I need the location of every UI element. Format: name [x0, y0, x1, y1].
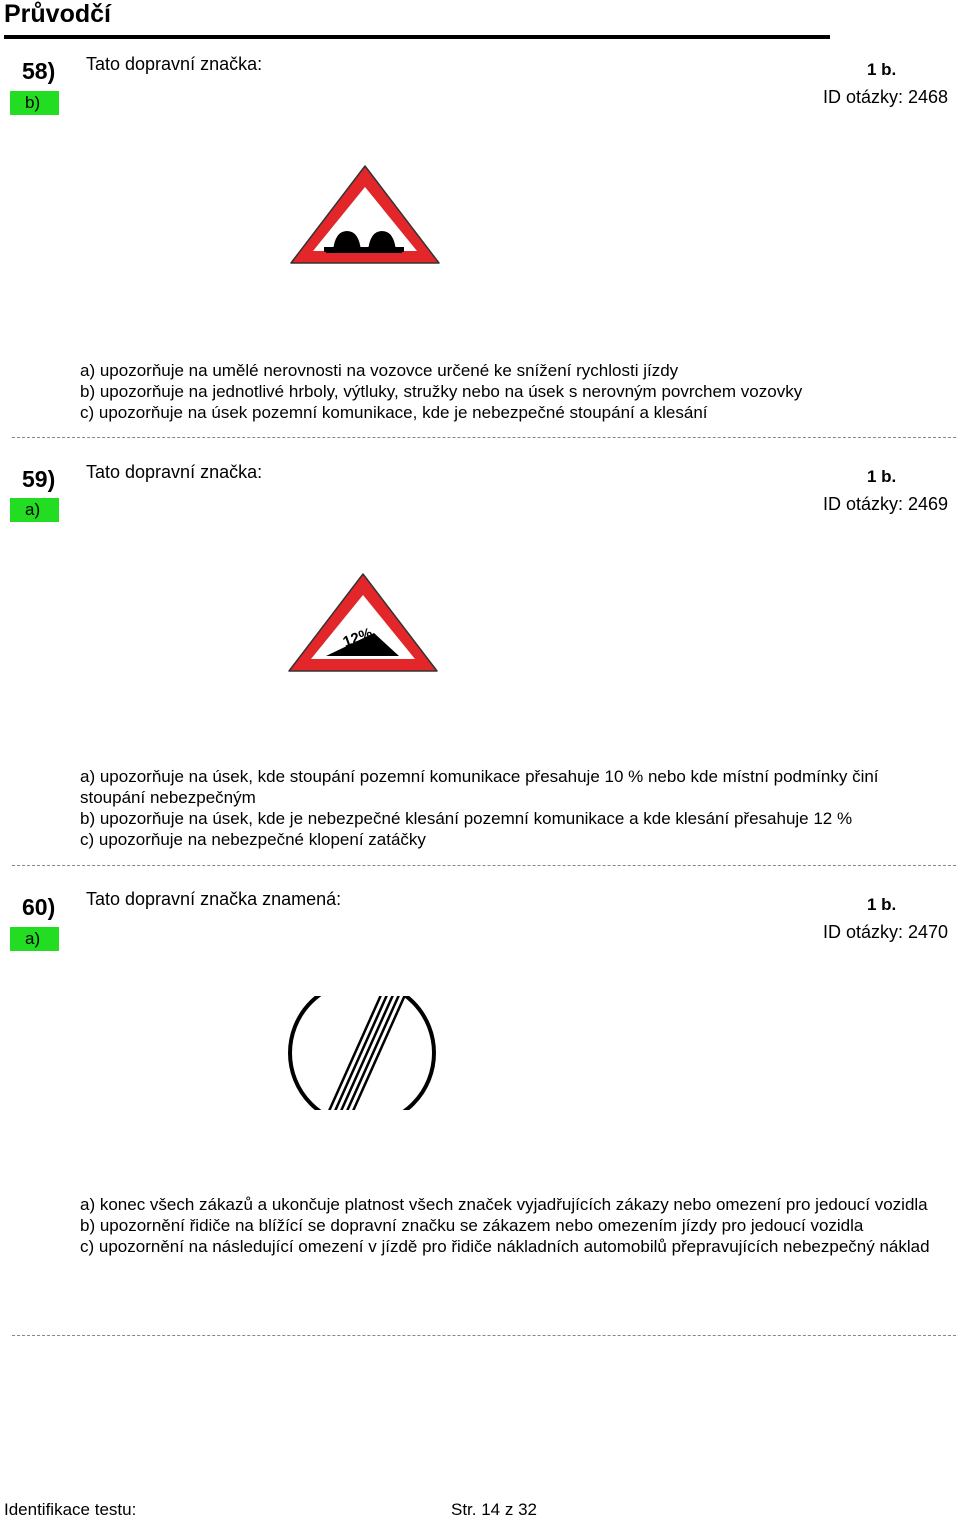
option-a: a) konec všech zákazů a ukončuje platnost všech značek vyjadřujících zákazy nebo omezení pro jedoucí vozidla — [80, 1195, 928, 1214]
question-points: 1 b. — [867, 467, 897, 486]
option-b: b) upozorňuje na úsek, kde je nebezpečné klesání pozemní komunikace a kde klesání přesahuje 12 % — [80, 809, 853, 828]
question-separator — [12, 1335, 956, 1336]
question-points: 1 b. — [867, 60, 897, 79]
correct-answer-badge: b) — [10, 91, 59, 115]
question-number: 60) — [22, 894, 56, 920]
option-c: c) upozorňuje na úsek pozemní komunikace, kde je nebezpečné stoupání a klesání — [80, 403, 708, 422]
question-prompt: Tato dopravní značka: — [86, 54, 263, 74]
question-id: ID otázky: 2468 — [823, 87, 949, 107]
option-a: a) upozorňuje na úsek, kde stoupání pozemní komunikace přesahuje 10 % nebo kde místní podmínky činí stoupání nebezpečným — [80, 767, 879, 807]
steep-descent-warning-sign-icon — [286, 571, 440, 675]
answer-options — [80, 360, 933, 423]
question-separator — [12, 865, 956, 866]
end-of-all-restrictions-sign-icon — [285, 996, 439, 1110]
correct-answer-badge: a) — [10, 927, 59, 951]
correct-answer-badge: a) — [10, 498, 59, 522]
sign-grade-label: 12% — [340, 624, 375, 651]
title-divider — [4, 35, 830, 39]
question-prompt: Tato dopravní značka: — [86, 462, 263, 482]
question-number: 58) — [22, 58, 56, 84]
question-id: ID otázky: 2469 — [823, 494, 949, 514]
option-c: c) upozorňuje na nebezpečné klopení zatáčky — [80, 830, 426, 849]
page-number: Str. 14 z 32 — [451, 1500, 537, 1519]
option-b: b) upozornění řidiče na blížící se dopravní značku se zákazem nebo omezením jízdy pro jedoucí vozidla — [80, 1216, 864, 1235]
test-identification-label: Identifikace testu: — [4, 1500, 137, 1519]
answer-options — [80, 1194, 933, 1257]
question-points: 1 b. — [867, 895, 897, 914]
uneven-road-warning-sign-icon — [288, 163, 442, 267]
option-a: a) upozorňuje na umělé nerovnosti na vozovce určené ke snížení rychlosti jízdy — [80, 361, 679, 380]
question-separator — [12, 437, 956, 438]
question-number: 59) — [22, 466, 56, 492]
question-prompt: Tato dopravní značka znamená: — [86, 889, 342, 909]
page-title: Průvodčí — [4, 0, 111, 28]
question-id: ID otázky: 2470 — [823, 922, 949, 942]
answer-options — [80, 766, 933, 850]
option-b: b) upozorňuje na jednotlivé hrboly, výtluky, stružky nebo na úsek s nerovným povrchem vozovky — [80, 382, 803, 401]
option-c: c) upozornění na následující omezení v jízdě pro řidiče nákladních automobilů přepravujících nebezpečný náklad — [80, 1237, 930, 1256]
